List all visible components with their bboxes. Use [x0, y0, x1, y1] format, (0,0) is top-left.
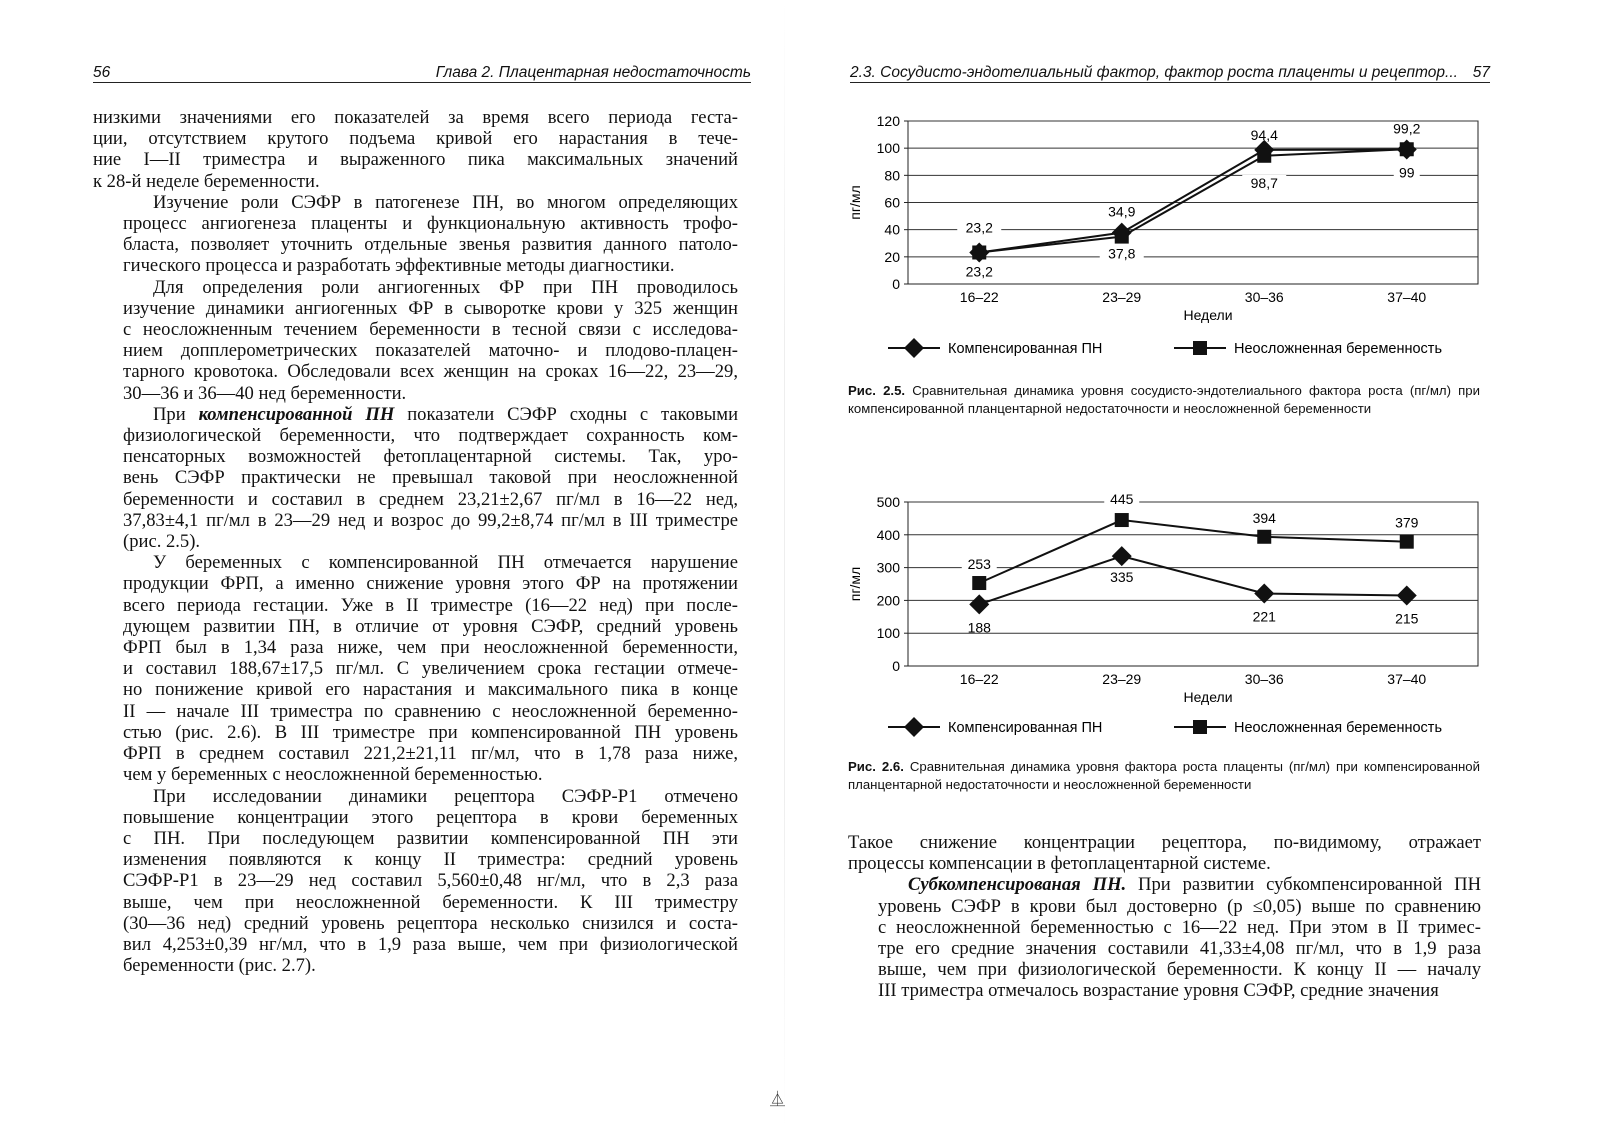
figure-2-5-caption: [848, 382, 1480, 418]
legend-square-marker: [1193, 341, 1207, 355]
text-line: вень СЭФР практически не превышал таковой при неосложненной: [123, 467, 738, 489]
data-label: 94,4: [1250, 126, 1278, 143]
text-line: процесс ангиогенеза плаценты и функциональную активность трофо-: [123, 213, 738, 235]
figure-2-6-chart: [848, 490, 1488, 750]
series-line: [979, 556, 1407, 604]
text-line: ции, отсутствием крутого подъема кривой его нарастания в тече-: [93, 128, 738, 150]
data-label: 23,2: [965, 263, 993, 280]
text-line: физиологической беременности, что подтверждает сохранность ком-: [123, 425, 738, 447]
data-label: 379: [1395, 514, 1419, 531]
legend-label: Неосложненная беременность: [1234, 720, 1442, 736]
text-line: 30—36 и 36—40 нед беременности.: [123, 382, 407, 404]
chart-svg: [848, 110, 1488, 370]
plot-frame: [908, 502, 1478, 666]
series-line: [979, 149, 1407, 252]
figure-2-6-caption-text: Сравнительная динамика уровня фактора роста плаценты (пг/мл) при компенсированной планцентарной недостаточности и неосложненной беременности: [848, 759, 1481, 792]
y-tick-label: 120: [876, 113, 900, 129]
paragraph: [93, 786, 738, 977]
text-line: изменения появляются к концу II триместра: средний уровень: [123, 849, 738, 871]
text-line: ФРП в среднем составил 221,2±21,11 пг/мл, что в 1,78 раза ниже,: [123, 743, 738, 765]
data-label: 394: [1252, 509, 1276, 526]
legend-diamond-marker: [904, 338, 924, 358]
data-label: 215: [1395, 610, 1419, 627]
text-line: с неосложненным течением беременности в тесной связи с исследова-: [123, 319, 738, 341]
text-line: III триместра отмечалось возрастание уровня СЭФР, средние значения: [878, 980, 1439, 1002]
legend-label: Компенсированная ПН: [948, 341, 1103, 357]
left-running-head: [93, 58, 751, 83]
right-page-number: 57: [1472, 64, 1490, 81]
square-marker: [1257, 530, 1271, 544]
y-tick-label: 200: [876, 592, 900, 609]
text-line: беременности и составил в среднем 23,21±2,67 пг/мл в 16—22 нед,: [123, 488, 738, 510]
square-marker: [1400, 142, 1414, 156]
text-line: нием допплерометрических показателей маточно- и плодово-плацен-: [123, 340, 738, 362]
figure-2-5-chart: [848, 110, 1488, 370]
text-line: чем у беременных с неосложненной беременностью.: [123, 764, 543, 786]
legend-label: Неосложненная беременность: [1234, 341, 1442, 357]
text-line: с неосложненной беременностью с 16—22 нед. При этом в II тримес-: [878, 916, 1481, 938]
right-body-text: [848, 832, 1481, 1002]
chart-svg: [848, 490, 1488, 750]
square-marker: [972, 245, 986, 259]
y-tick-label: 500: [876, 494, 900, 510]
right-page: [810, 0, 1600, 1129]
text-line: выше, чем при неосложненной беременности. К III триместру: [123, 891, 738, 913]
text-line: 37,83±4,1 пг/мл в 23—29 нед и возрос до 99,2±8,74 пг/мл в III триместре: [123, 509, 738, 531]
text-line: Изучение роли СЭФР в патогенезе ПН, во многом определяющих: [153, 191, 738, 213]
y-axis-label: пг/мл: [847, 566, 863, 602]
data-label: 335: [1110, 569, 1134, 586]
left-page: [0, 0, 790, 1129]
text-line: вил 4,253±0,39 нг/мл, что в 1,9 раза выше, чем при физиологической: [123, 933, 738, 955]
x-tick-label: 16–22: [959, 289, 999, 305]
right-running-head: [850, 58, 1490, 83]
data-label: 23,2: [965, 219, 993, 236]
text-line: II — начале III триместра по сравнению с неосложненной беременно-: [123, 700, 738, 722]
text-line: СЭФР-Р1 в 23—29 нед составил 5,560±0,48 нг/мл, что в 2,3 раза: [123, 870, 738, 892]
paragraph: [848, 832, 1481, 874]
data-label: 253: [967, 556, 991, 573]
paragraph: [93, 192, 738, 277]
text-line: повышение концентрации этого рецептора в крови беременных: [123, 806, 738, 828]
text-line: бласта, позволяет уточнить отдельные звенья развития данного патоло-: [123, 234, 738, 256]
text-line: гического процесса и разработать эффективные методы диагностики.: [123, 255, 675, 277]
square-marker: [972, 576, 986, 590]
data-label: 98,7: [1250, 174, 1278, 191]
text-line: изучение динамики ангиогенных ФР в сыворотке крови у 325 женщин: [123, 297, 738, 319]
y-tick-label: 80: [884, 167, 900, 184]
data-label: 188: [967, 619, 991, 636]
left-running-title: Глава 2. Плацентарная недостаточность: [435, 64, 751, 81]
diamond-marker: [1397, 585, 1417, 605]
paragraph: [848, 874, 1481, 1001]
y-tick-label: 20: [884, 248, 900, 265]
left-body-text: [93, 107, 738, 976]
text-line: тре его средние значения составили 41,33±4,08 пг/мл, что в 1,9 раза: [878, 938, 1481, 960]
square-marker: [1400, 535, 1414, 549]
y-tick-label: 40: [884, 221, 900, 238]
text-line: но понижение кривой его нарастания и максимального пика в конце: [123, 679, 738, 701]
figure-2-6-caption: [848, 758, 1480, 794]
text-line: Для определения роли ангиогенных ФР при ПН проводилось: [153, 276, 738, 298]
text-line: с ПН. При последующем развитии компенсированной ПН эти: [123, 827, 738, 849]
y-tick-label: 60: [884, 194, 900, 211]
text-line: всего периода гестации. Уже в II триместре (16—22 нед) при после-: [123, 594, 738, 616]
legend-square-marker: [1193, 720, 1207, 734]
text-line: При компенсированной ПН показатели СЭФР сходны с таковыми: [153, 403, 739, 425]
x-tick-label: 30–36: [1244, 289, 1284, 305]
text-line: Субкомпенсированая ПН. При развитии субкомпенсированной ПН: [908, 874, 1481, 896]
x-tick-label: 16–22: [959, 671, 999, 687]
x-tick-label: 23–29: [1102, 289, 1142, 305]
square-marker: [1115, 230, 1129, 244]
text-line: (30—36 нед) средний уровень рецептора несколько снизился и соста-: [123, 912, 738, 934]
text-line: процессы компенсации в фетоплацентарной системе.: [848, 853, 1271, 875]
text-line: При исследовании динамики рецептора СЭФР-Р1 отмечено: [153, 785, 738, 807]
text-line: беременности (рис. 2.7).: [123, 955, 316, 977]
series-line: [979, 520, 1407, 586]
figure-2-6-label: Рис. 2.6.: [848, 759, 904, 774]
text-line: пенсаторных возможностей фетоплацентарной системы. Так, уро-: [123, 446, 738, 468]
text-line: продукции ФРП, а именно снижение уровня этого ФР на протяжении: [123, 573, 738, 595]
paragraph: [93, 552, 738, 785]
diamond-marker: [969, 594, 989, 614]
data-label: 99,2: [1393, 120, 1421, 137]
text-line: дующем развитии ПН, в отличие от уровня СЭФР, средний уровень: [123, 615, 738, 637]
text-line: низкими значениями его показателей за время всего периода геста-: [93, 107, 738, 128]
data-label: 445: [1110, 491, 1134, 508]
data-label: 99: [1398, 164, 1415, 181]
text-line: к 28-й неделе беременности.: [93, 170, 320, 192]
figure-2-5-caption-text: Сравнительная динамика уровня сосудисто-эндотелиального фактора роста (пг/мл) при компенсированной планцентарной недостаточности и неосложненной беременности: [848, 383, 1480, 416]
x-tick-label: 30–36: [1244, 671, 1284, 687]
text-line: и составил 188,67±17,5 пг/мл. С увеличением срока гестации отмече-: [123, 658, 738, 680]
square-marker: [1257, 149, 1271, 163]
data-label: 37,8: [1108, 245, 1136, 262]
footer-mark: ⏅: [770, 1090, 786, 1108]
legend-label: Компенсированная ПН: [948, 720, 1103, 736]
data-label: 34,9: [1108, 203, 1136, 220]
diamond-marker: [1112, 546, 1132, 566]
x-tick-label: 37–40: [1387, 289, 1427, 305]
text-line: У беременных с компенсированной ПН отмечается нарушение: [153, 552, 738, 574]
y-tick-label: 100: [876, 140, 900, 157]
text-line: уровень СЭФР в крови был достоверно (р ≤0,05) выше по сравнению: [878, 895, 1481, 917]
y-tick-label: 0: [892, 658, 900, 674]
text-line: (рис. 2.5).: [123, 531, 201, 553]
figure-2-5-label: Рис. 2.5.: [848, 383, 906, 398]
text-line: выше, чем при физиологической беременности. К концу II — началу: [878, 959, 1481, 981]
text-line: Такое снижение концентрации рецептора, по-видимому, отражает: [848, 832, 1481, 853]
y-tick-label: 300: [876, 559, 900, 576]
y-tick-label: 100: [876, 625, 900, 642]
x-axis-label: Недели: [1183, 307, 1233, 323]
y-axis-label: пг/мл: [847, 185, 863, 220]
text-line: ФРП был в 1,34 раза ниже, чем при неосложненной беременности,: [123, 637, 738, 659]
paragraph: [93, 107, 738, 192]
legend-diamond-marker: [904, 717, 924, 737]
text-line: тарного кровотока. Обследовали всех женщин на сроках 16—22, 23—29,: [123, 361, 738, 383]
y-tick-label: 400: [876, 526, 900, 543]
x-axis-label: Недели: [1183, 689, 1233, 705]
x-tick-label: 37–40: [1387, 671, 1427, 687]
right-running-title: 2.3. Сосудисто-эндотелиальный фактор, фактор роста плаценты и рецептор...: [850, 64, 1458, 81]
square-marker: [1115, 513, 1129, 527]
y-tick-label: 0: [892, 276, 900, 292]
series-line: [979, 150, 1407, 253]
left-page-number: 56: [93, 64, 111, 81]
x-tick-label: 23–29: [1102, 671, 1142, 687]
paragraph: [93, 277, 738, 404]
data-label: 221: [1252, 608, 1276, 625]
paragraph: [93, 404, 738, 552]
text-line: ние I—II триместра и выраженного пика максимальных значений: [93, 149, 738, 171]
text-line: стью (рис. 2.6). В III триместре при компенсированной ПН уровень: [123, 721, 738, 743]
